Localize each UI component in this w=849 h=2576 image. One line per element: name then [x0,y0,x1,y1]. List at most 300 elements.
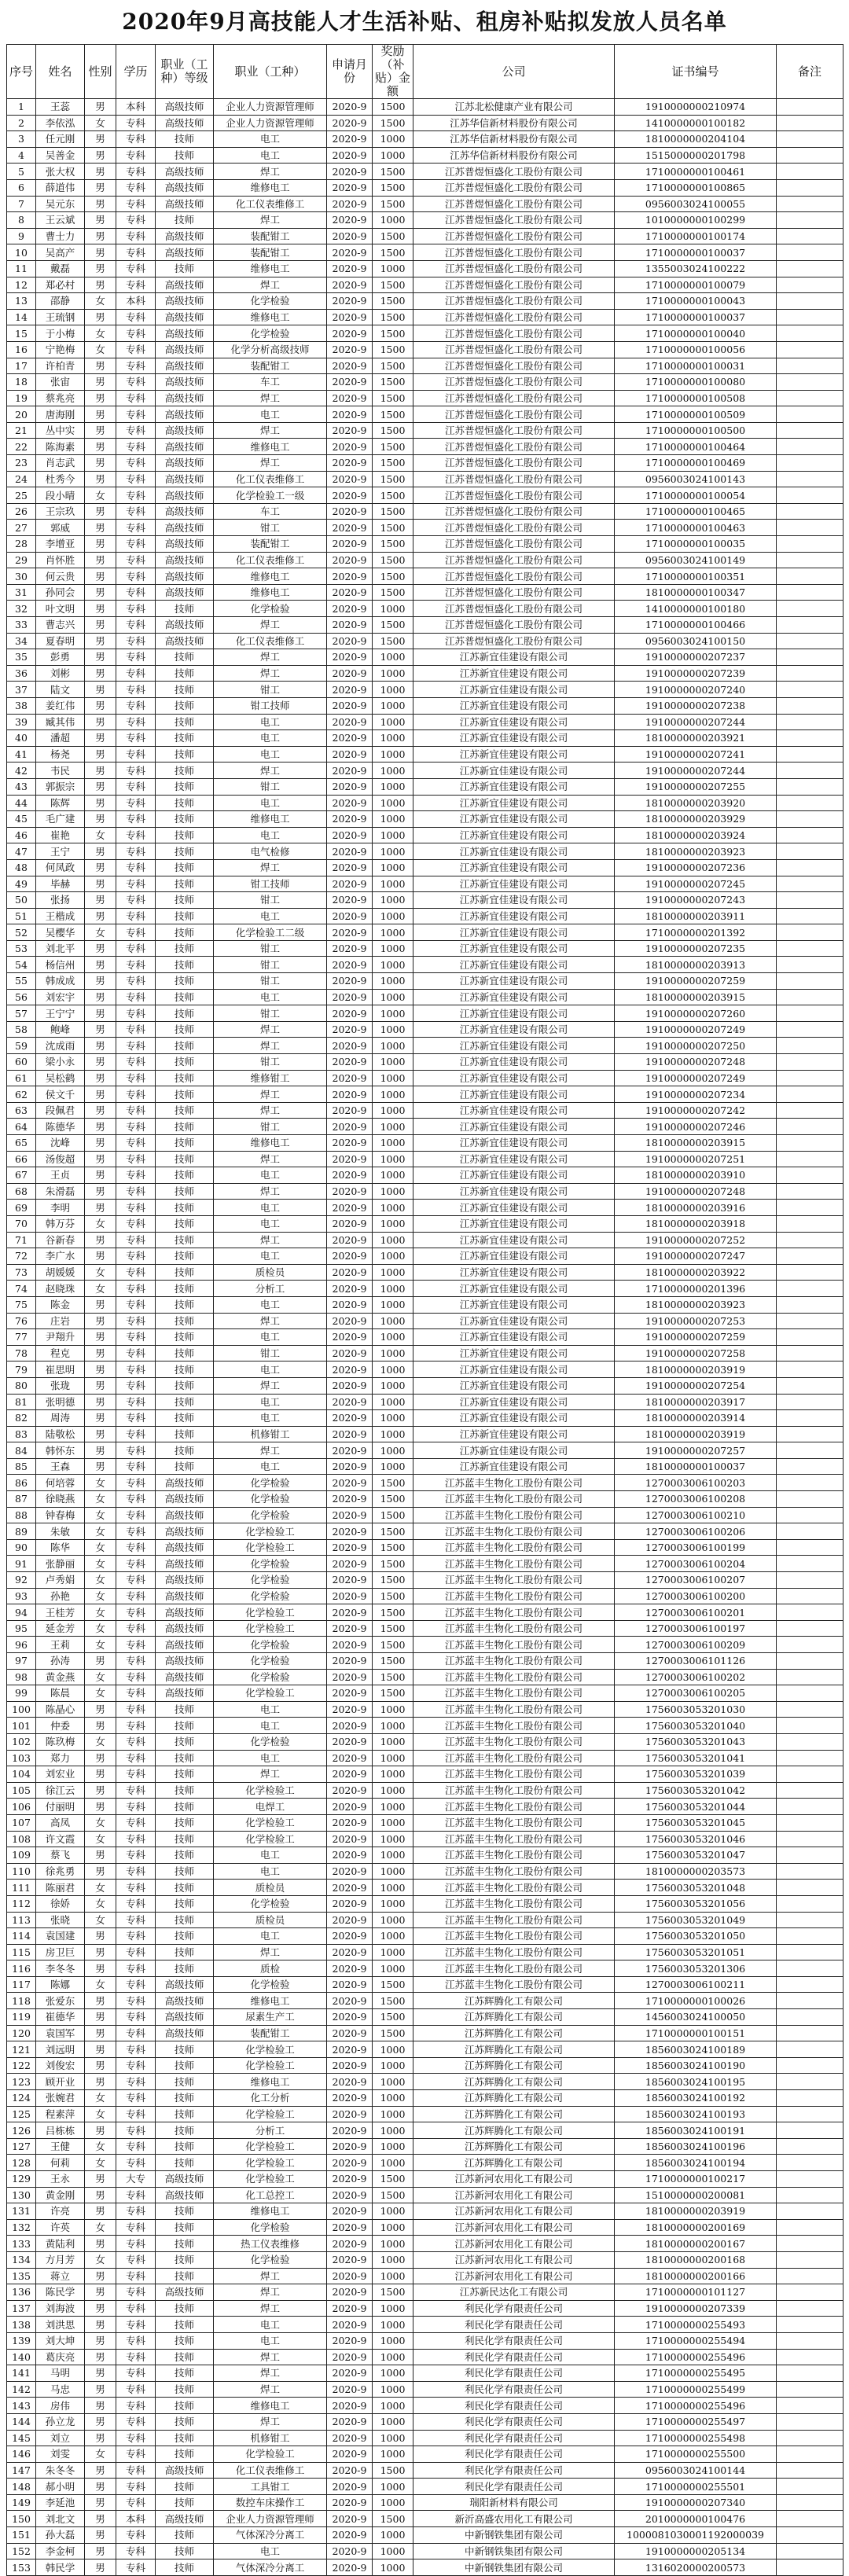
cell-note [777,228,843,244]
cell-name: 马忠 [36,2381,85,2398]
cell-sex: 男 [85,1993,116,2009]
cell-amount: 1500 [373,520,413,536]
cell-certificate: 1910000000207250 [615,1038,777,1054]
cell-amount: 1500 [373,2171,413,2188]
cell-no: 64 [7,1119,36,1135]
cell-amount: 1500 [373,358,413,374]
cell-education: 专科 [116,1329,156,1346]
table-row [7,99,843,116]
cell-amount: 1000 [373,2479,413,2495]
cell-month: 2020-9 [327,1604,373,1621]
cell-occupation: 焊工 [214,390,327,406]
cell-level: 技师 [156,1410,214,1427]
cell-occupation: 焊工 [214,1038,327,1054]
cell-occupation: 化学检验工 [214,1604,327,1621]
cell-company: 江苏蓝丰生物化工股份有限公司 [413,1701,615,1718]
cell-education: 专科 [116,131,156,148]
cell-amount: 1000 [373,2527,413,2544]
cell-name: 李广水 [36,1248,85,1265]
cell-sex: 男 [85,1782,116,1799]
cell-sex: 男 [85,1102,116,1119]
cell-level: 技师 [156,2122,214,2139]
cell-name: 何云贵 [36,568,85,585]
cell-no: 47 [7,843,36,860]
cell-no: 48 [7,859,36,876]
cell-note [777,325,843,342]
cell-amount: 1000 [373,1086,413,1103]
cell-amount: 1500 [373,2511,413,2527]
cell-education: 专科 [116,1313,156,1329]
cell-note [777,1232,843,1248]
cell-occupation: 装配钳工 [214,536,327,553]
cell-no: 28 [7,536,36,553]
table-row [7,633,843,649]
table-row [7,439,843,455]
cell-no: 123 [7,2074,36,2090]
cell-name: 黄金燕 [36,1669,85,1685]
cell-amount: 1000 [373,2317,413,2333]
table-row [7,1102,843,1119]
cell-occupation: 化工总控工 [214,2187,327,2203]
cell-certificate: 1270003006100208 [615,1491,777,1508]
cell-no: 40 [7,730,36,747]
cell-month: 2020-9 [327,1296,373,1313]
cell-month: 2020-9 [327,2155,373,2171]
cell-certificate: 0956003024100143 [615,471,777,487]
cell-education: 专科 [116,1572,156,1589]
table-row [7,309,843,325]
cell-amount: 1000 [373,1410,413,1427]
cell-certificate: 1910000000207249 [615,1070,777,1086]
cell-note [777,2332,843,2349]
cell-company: 江苏新宜佳建设有限公司 [413,1329,615,1346]
cell-education: 专科 [116,2398,156,2414]
cell-name: 顾开业 [36,2074,85,2090]
table-row [7,1021,843,1038]
cell-certificate: 1710000000100031 [615,358,777,374]
cell-certificate: 1270003006100207 [615,1572,777,1589]
cell-level: 技师 [156,2527,214,2544]
cell-note [777,1475,843,1491]
cell-no: 122 [7,2057,36,2074]
cell-name: 李增亚 [36,536,85,553]
cell-occupation: 化学检验工 [214,1523,327,1540]
cell-occupation: 焊工 [214,2284,327,2301]
cell-occupation: 焊工 [214,2381,327,2398]
cell-sex: 男 [85,1248,116,1265]
cell-amount: 1500 [373,568,413,585]
cell-note [777,212,843,229]
cell-occupation: 化学检验工 [214,1685,327,1702]
cell-month: 2020-9 [327,2122,373,2139]
cell-level: 高级技师 [156,2009,214,2026]
cell-level: 技师 [156,2317,214,2333]
cell-company: 江苏辉腾化工有限公司 [413,2090,615,2107]
cell-sex: 男 [85,1799,116,1815]
cell-sex: 男 [85,358,116,374]
cell-sex: 女 [85,1880,116,1896]
cell-note [777,390,843,406]
cell-name: 崔德华 [36,2009,85,2026]
cell-education: 专科 [116,633,156,649]
cell-education: 专科 [116,341,156,358]
cell-level: 高级技师 [156,617,214,634]
cell-amount: 1000 [373,2559,413,2576]
cell-certificate: 1810000000203917 [615,1394,777,1410]
cell-certificate: 1810000000203916 [615,1200,777,1216]
cell-education: 专科 [116,1928,156,1945]
cell-sex: 女 [85,1685,116,1702]
cell-no: 74 [7,1281,36,1297]
cell-no: 88 [7,1507,36,1523]
cell-note [777,1102,843,1119]
cell-sex: 男 [85,973,116,990]
cell-name: 孙艳 [36,1588,85,1604]
cell-sex: 男 [85,309,116,325]
cell-note [777,1410,843,1427]
table-row [7,1976,843,1993]
cell-level: 技师 [156,714,214,730]
cell-education: 专科 [116,1895,156,1912]
cell-sex: 女 [85,487,116,504]
cell-month: 2020-9 [327,2300,373,2317]
cell-occupation: 电工 [214,1200,327,1216]
cell-no: 127 [7,2138,36,2155]
table-row [7,115,843,131]
cell-no: 118 [7,1993,36,2009]
cell-amount: 1000 [373,2057,413,2074]
cell-education: 本科 [116,293,156,310]
cell-amount: 1000 [373,1960,413,1977]
cell-no: 129 [7,2171,36,2188]
cell-level: 技师 [156,1313,214,1329]
cell-education: 专科 [116,1701,156,1718]
cell-month: 2020-9 [327,1215,373,1232]
cell-note [777,2268,843,2284]
cell-month: 2020-9 [327,1782,373,1799]
table-row [7,2349,843,2365]
cell-company: 江苏蓝丰生物化工股份有限公司 [413,1620,615,1637]
cell-month: 2020-9 [327,1928,373,1945]
cell-occupation: 钳工 [214,682,327,698]
cell-occupation: 维修电工 [214,260,327,277]
cell-company: 江苏新宜佳建设有限公司 [413,811,615,828]
cell-education: 专科 [116,1993,156,2009]
cell-company: 江苏普煜恒盛化工股份有限公司 [413,503,615,520]
cell-amount: 1000 [373,1054,413,1071]
cell-amount: 1000 [373,1167,413,1184]
cell-certificate: 1910000000207243 [615,892,777,909]
table-row [7,503,843,520]
cell-sex: 男 [85,763,116,779]
cell-certificate: 1710000000100079 [615,277,777,293]
cell-occupation: 质检员 [214,1912,327,1928]
cell-education: 专科 [116,374,156,391]
table-row [7,2138,843,2155]
cell-level: 技师 [156,1912,214,1928]
cell-certificate: 1810000000203913 [615,957,777,973]
cell-level: 技师 [156,1296,214,1313]
cell-no: 13 [7,293,36,310]
cell-level: 技师 [156,1281,214,1297]
cell-sex: 男 [85,1426,116,1442]
cell-certificate: 1856003024100194 [615,2155,777,2171]
cell-company: 江苏新宜佳建设有限公司 [413,1167,615,1184]
cell-sex: 女 [85,1976,116,1993]
cell-level: 技师 [156,2543,214,2559]
cell-education: 专科 [116,1200,156,1216]
cell-level: 高级技师 [156,2025,214,2041]
cell-level: 技师 [156,665,214,682]
cell-education: 专科 [116,277,156,293]
cell-name: 叶文明 [36,601,85,617]
header-company: 公司 [413,45,615,99]
cell-note [777,730,843,747]
table-row [7,1215,843,1232]
cell-amount: 1000 [373,1183,413,1200]
cell-name: 李金柯 [36,2543,85,2559]
cell-sex: 男 [85,260,116,277]
cell-sex: 女 [85,325,116,342]
cell-note [777,1847,843,1864]
cell-sex: 男 [85,2398,116,2414]
cell-no: 53 [7,940,36,957]
cell-occupation: 分析工 [214,1281,327,1297]
cell-certificate: 1010000000100299 [615,212,777,229]
cell-level: 技师 [156,1442,214,1459]
cell-occupation: 焊工 [214,2268,327,2284]
cell-company: 江苏新宜佳建设有限公司 [413,1410,615,1427]
cell-month: 2020-9 [327,827,373,843]
cell-month: 2020-9 [327,1701,373,1718]
cell-occupation: 装配钳工 [214,2025,327,2041]
cell-note [777,2138,843,2155]
cell-sex: 男 [85,601,116,617]
cell-no: 144 [7,2413,36,2430]
cell-note [777,2462,843,2479]
cell-occupation: 化学检验工 [214,1814,327,1831]
cell-company: 江苏新宜佳建设有限公司 [413,1054,615,1071]
cell-amount: 1000 [373,2138,413,2155]
cell-name: 段佩君 [36,1102,85,1119]
cell-name: 韩成成 [36,973,85,990]
cell-month: 2020-9 [327,1394,373,1410]
cell-certificate: 2010000000100476 [615,2511,777,2527]
cell-sex: 男 [85,2236,116,2252]
table-row [7,811,843,828]
cell-education: 专科 [116,649,156,666]
cell-certificate: 1710000000255493 [615,2317,777,2333]
cell-amount: 1000 [373,2332,413,2349]
cell-amount: 1000 [373,1814,413,1831]
cell-level: 技师 [156,892,214,909]
cell-amount: 1000 [373,1912,413,1928]
cell-month: 2020-9 [327,179,373,196]
cell-name: 王健 [36,2138,85,2155]
table-row [7,1167,843,1184]
cell-name: 朱滑磊 [36,1183,85,1200]
cell-amount: 1000 [373,2268,413,2284]
cell-name: 刘海波 [36,2300,85,2317]
cell-sex: 女 [85,1523,116,1540]
cell-company: 中新钢铁集团有限公司 [413,2559,615,2576]
cell-amount: 1000 [373,924,413,941]
cell-no: 42 [7,763,36,779]
cell-certificate: 1756003053201046 [615,1831,777,1847]
cell-sex: 男 [85,2268,116,2284]
table-row [7,406,843,423]
cell-company: 江苏新宜佳建设有限公司 [413,908,615,924]
cell-level: 高级技师 [156,1685,214,1702]
cell-certificate: 1856003024100191 [615,2122,777,2139]
cell-certificate: 1810000000203919 [615,2203,777,2220]
cell-sex: 女 [85,1539,116,1556]
cell-occupation: 化学分析高级技师 [214,341,327,358]
cell-note [777,1491,843,1508]
cell-amount: 1500 [373,439,413,455]
cell-education: 专科 [116,940,156,957]
cell-amount: 1000 [373,859,413,876]
cell-amount: 1000 [373,763,413,779]
cell-no: 146 [7,2446,36,2463]
cell-education: 专科 [116,746,156,763]
cell-education: 专科 [116,1620,156,1637]
cell-education: 专科 [116,228,156,244]
cell-level: 技师 [156,2268,214,2284]
cell-education: 专科 [116,2219,156,2236]
cell-occupation: 焊工 [214,2413,327,2430]
cell-education: 专科 [116,2479,156,2495]
cell-note [777,2365,843,2382]
cell-sex: 男 [85,665,116,682]
cell-name: 孙同会 [36,584,85,601]
cell-amount: 1000 [373,2365,413,2382]
cell-certificate: 1810000000200168 [615,2251,777,2268]
table-row [7,164,843,180]
cell-education: 专科 [116,584,156,601]
table-row [7,2236,843,2252]
cell-certificate: 1756003053201042 [615,1782,777,1799]
cell-certificate: 1270003006100205 [615,1685,777,1702]
cell-no: 12 [7,277,36,293]
cell-month: 2020-9 [327,1750,373,1766]
cell-name: 刘雯 [36,2446,85,2463]
cell-company: 江苏普煜恒盛化工股份有限公司 [413,260,615,277]
cell-company: 江苏蓝丰生物化工股份有限公司 [413,1539,615,1556]
cell-name: 周涛 [36,1410,85,1427]
cell-name: 姜红伟 [36,697,85,714]
cell-sex: 男 [85,1442,116,1459]
cell-level: 技师 [156,859,214,876]
cell-note [777,1653,843,1670]
cell-name: 张婉君 [36,2090,85,2107]
table-row [7,649,843,666]
cell-sex: 男 [85,1750,116,1766]
cell-no: 21 [7,422,36,439]
cell-occupation: 质检员 [214,1880,327,1896]
cell-education: 专科 [116,2446,156,2463]
cell-education: 专科 [116,471,156,487]
cell-note [777,1750,843,1766]
cell-level: 高级技师 [156,293,214,310]
cell-education: 专科 [116,989,156,1005]
cell-certificate: 1910000000207252 [615,1232,777,1248]
cell-amount: 1000 [373,2203,413,2220]
cell-month: 2020-9 [327,1620,373,1637]
cell-level: 技师 [156,1377,214,1394]
cell-certificate: 1810000000203914 [615,1410,777,1427]
cell-note [777,1313,843,1329]
cell-month: 2020-9 [327,2041,373,2058]
cell-education: 专科 [116,1944,156,1960]
cell-education: 专科 [116,714,156,730]
cell-occupation: 焊工 [214,277,327,293]
cell-level: 技师 [156,778,214,795]
cell-name: 沈峰 [36,1135,85,1152]
cell-no: 31 [7,584,36,601]
cell-education: 专科 [116,1426,156,1442]
cell-no: 107 [7,1814,36,1831]
cell-education: 专科 [116,1782,156,1799]
cell-name: 唐海刚 [36,406,85,423]
cell-occupation: 质检 [214,1960,327,1977]
table-row [7,2219,843,2236]
cell-education: 专科 [116,957,156,973]
cell-month: 2020-9 [327,746,373,763]
cell-amount: 1000 [373,1750,413,1766]
table-row [7,1928,843,1945]
cell-certificate: 1910000000207260 [615,1005,777,1022]
cell-certificate: 1856003024100196 [615,2138,777,2155]
cell-sex: 男 [85,99,116,116]
cell-sex: 女 [85,827,116,843]
cell-education: 专科 [116,390,156,406]
cell-no: 67 [7,1167,36,1184]
cell-education: 大专 [116,2171,156,2188]
cell-education: 专科 [116,1653,156,1670]
cell-note [777,1458,843,1475]
cell-name: 王云斌 [36,212,85,229]
cell-name: 刘远明 [36,2041,85,2058]
cell-sex: 男 [85,714,116,730]
cell-note [777,2559,843,2576]
cell-no: 22 [7,439,36,455]
cell-note [777,374,843,391]
cell-name: 黄金刚 [36,2187,85,2203]
cell-no: 46 [7,827,36,843]
cell-name: 崔思明 [36,1361,85,1378]
cell-no: 9 [7,228,36,244]
table-row [7,1296,843,1313]
cell-sex: 男 [85,2203,116,2220]
cell-name: 王宁 [36,843,85,860]
cell-amount: 1000 [373,2122,413,2139]
cell-level: 技师 [156,1701,214,1718]
cell-month: 2020-9 [327,1814,373,1831]
cell-month: 2020-9 [327,876,373,892]
cell-occupation: 焊工 [214,164,327,180]
cell-company: 江苏普煜恒盛化工股份有限公司 [413,487,615,504]
cell-note [777,341,843,358]
cell-level: 技师 [156,649,214,666]
cell-occupation: 企业人力资源管理师 [214,115,327,131]
cell-sex: 男 [85,1005,116,1022]
cell-occupation: 电工 [214,1863,327,1880]
cell-company: 江苏新宜佳建设有限公司 [413,746,615,763]
cell-month: 2020-9 [327,859,373,876]
cell-name: 刘大坤 [36,2332,85,2349]
cell-no: 152 [7,2543,36,2559]
